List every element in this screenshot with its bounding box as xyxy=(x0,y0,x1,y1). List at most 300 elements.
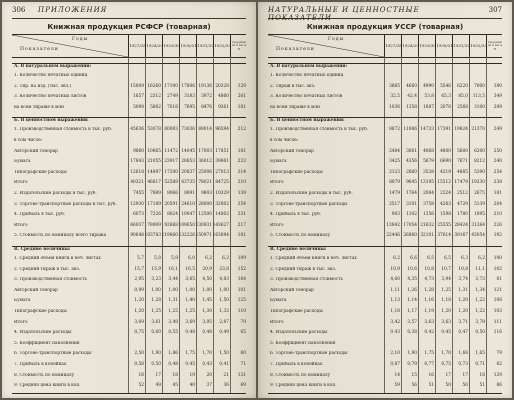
cell-value: 20328 xyxy=(215,83,229,89)
cell-value: 0,60 xyxy=(151,330,161,336)
cell-value: 1036 xyxy=(389,104,400,110)
cell-value: 32802 xyxy=(215,201,229,207)
cell-value: 3,63 xyxy=(424,319,434,325)
indicators-label: Показатели xyxy=(20,47,59,52)
row-label: Бумага xyxy=(270,298,287,304)
cell-value: 6,5 xyxy=(444,256,451,261)
page-number: 306 xyxy=(12,6,26,14)
cell-value: 9261 xyxy=(218,104,229,110)
table-row xyxy=(12,288,246,294)
cell-value: 3,74 xyxy=(458,277,468,283)
table-title: Книжная продукция РСФСР (товарная) xyxy=(47,22,211,31)
row-label: Итого xyxy=(14,319,28,325)
column-header: 1931/32 xyxy=(196,35,214,57)
cell-value: 163894 xyxy=(212,233,229,239)
cell-value: 150971 xyxy=(195,233,212,239)
table-row xyxy=(12,127,246,133)
cell-value: 3,48 xyxy=(168,319,178,325)
cell-value: 63735 xyxy=(181,180,195,186)
cell-value: 25006 xyxy=(198,169,212,175)
cell-value: 109 xyxy=(237,256,246,261)
row-label: 2. Средний тираж в тыс. экз. xyxy=(14,266,81,272)
cell-value: 65,3 xyxy=(441,94,451,100)
cell-value: 1479 xyxy=(389,191,400,196)
cell-value: 6,2 xyxy=(393,256,400,261)
cell-value: 18 xyxy=(172,372,178,378)
column-header: 1931/32 xyxy=(452,35,470,57)
cell-value: 15,9 xyxy=(151,266,161,272)
cell-value: 7455 xyxy=(133,191,144,196)
row-label: Бумага xyxy=(270,159,287,165)
cell-value: 102 xyxy=(493,266,502,272)
table-row xyxy=(268,138,502,144)
cell-value: 116 xyxy=(493,330,502,336)
cell-value: 7000 xyxy=(474,83,485,89)
cell-value: 1,40 xyxy=(185,298,195,304)
cell-value: 16260 xyxy=(147,83,161,89)
cell-value: 0,55 xyxy=(168,330,178,336)
cell-value: 11,1 xyxy=(475,266,485,272)
row-label: Б. В ценностном выражении: xyxy=(270,118,345,124)
cell-value: 19230 xyxy=(471,180,485,186)
cell-value: 65 xyxy=(240,330,246,336)
column-header: Сред-няя за 5 лет в % xyxy=(486,35,503,57)
cell-value: 1,50 xyxy=(219,298,229,304)
table-row xyxy=(12,309,246,315)
cell-value: 9860 xyxy=(133,148,144,154)
cell-value: 20,9 xyxy=(202,266,212,272)
cell-value: 1,17 xyxy=(407,309,417,314)
cell-value: 1356 xyxy=(423,212,434,218)
cell-value: 5098 xyxy=(133,104,144,110)
row-label: на всем тираже в млн xyxy=(14,104,65,110)
cell-value: 1,26 xyxy=(407,287,417,293)
cell-value: 4,73 xyxy=(424,277,434,283)
cell-value: 3,65 xyxy=(185,277,195,283)
section-heading xyxy=(268,64,502,70)
row-label: 2. Издательские расходы в тыс. руб. xyxy=(270,191,353,196)
cell-value: 6,2 xyxy=(478,256,485,261)
cell-value: 79 xyxy=(496,351,502,357)
row-label: 7. Прибыль в копейках xyxy=(270,362,323,367)
cell-value: 10,8 xyxy=(458,266,468,272)
page-number: 307 xyxy=(488,6,502,14)
cell-value: 4729 xyxy=(457,201,468,207)
cell-value: 5139 xyxy=(474,201,485,207)
cell-value: 130931 xyxy=(195,222,212,228)
cell-value: 1,14 xyxy=(407,298,417,304)
row-label: Итого xyxy=(14,180,28,186)
row-label: 3. Количество печатных листов xyxy=(270,94,343,100)
cell-value: 1358 xyxy=(406,104,417,110)
cell-value: 181 xyxy=(493,191,502,196)
row-label: 5. Стоимость по номиналу xyxy=(270,233,331,239)
cell-value: 73036 xyxy=(181,127,195,133)
cell-value: 37614 xyxy=(437,233,451,239)
cell-value: 0,38 xyxy=(407,330,417,336)
cell-value: 3538 xyxy=(423,169,434,175)
row-label: Авторский гонорар xyxy=(270,148,314,154)
header-diagonal-rule xyxy=(268,35,384,57)
cell-value: 131 xyxy=(237,372,246,378)
cell-value: 0,45 xyxy=(185,362,195,367)
cell-value: 14897 xyxy=(147,169,161,175)
cell-value: 3,57 xyxy=(407,319,417,325)
table-row xyxy=(268,149,502,155)
cell-value: 17 xyxy=(445,372,451,378)
cell-value: 5,8 xyxy=(154,256,161,261)
cell-value: 45636 xyxy=(130,127,144,133)
cell-value: 28853 xyxy=(181,159,195,165)
table-row xyxy=(268,298,502,304)
cell-value: 25555 xyxy=(437,222,451,228)
row-label: Б. В ценностном выражении: xyxy=(14,118,89,124)
row-label: В. Средние величины: xyxy=(270,247,327,252)
cell-value: 12618 xyxy=(130,169,144,175)
cell-value: 1,18 xyxy=(390,309,400,314)
row-label: Типографские расходы xyxy=(14,169,67,175)
cell-value: 16,5 xyxy=(185,266,195,272)
running-title: ПРИЛОЖЕНИЯ xyxy=(38,6,108,14)
cell-value: 1,31 xyxy=(458,287,468,293)
cell-value: 3061 xyxy=(406,148,417,154)
cell-value: 50 xyxy=(462,383,468,389)
cell-value: 1,65 xyxy=(475,351,485,357)
cell-value: 4263 xyxy=(440,201,451,207)
cell-value: 21055 xyxy=(147,159,161,165)
cell-value: 15809 xyxy=(130,83,144,89)
cell-value: 129 xyxy=(237,83,246,89)
cell-value: 192 xyxy=(493,233,502,239)
cell-value: 101 xyxy=(237,287,246,293)
cell-value: 6,3 xyxy=(461,256,468,261)
table-row xyxy=(12,159,246,165)
row-label: 4. Прибыль в тыс. руб. xyxy=(14,212,66,218)
column-header: 1929/30 xyxy=(162,35,180,57)
table-row xyxy=(268,362,502,368)
table-row xyxy=(268,267,502,273)
column-header: 1930/31 xyxy=(179,35,197,57)
row-label: 1. Средний объем книги в печ. листах xyxy=(270,256,357,261)
cell-value: 1,28 xyxy=(424,287,434,293)
cell-value: 1,90 xyxy=(151,351,161,357)
table-row xyxy=(268,170,502,176)
cell-value: 1,11 xyxy=(390,287,400,293)
cell-value: 71 xyxy=(240,362,246,367)
table-row xyxy=(12,223,246,229)
cell-value: 109650 xyxy=(178,222,195,228)
right-page xyxy=(258,2,512,398)
row-label: 1. Производственная стоимость в тыс. руб. xyxy=(270,127,369,133)
row-label: 1. Количество печатных единиц xyxy=(270,73,344,78)
row-label: Итого xyxy=(270,222,284,228)
row-label: Бумага xyxy=(14,298,31,304)
cell-value: 210 xyxy=(493,212,502,218)
row-label: 9. Средняя цена книги в коп. xyxy=(14,383,81,389)
cell-value: 1,00 xyxy=(151,287,161,293)
cell-value: 20837 xyxy=(181,169,195,175)
cell-value: 181 xyxy=(237,148,246,154)
row-label: 3. Торгово-транспортные расходы в тыс. руб. xyxy=(14,201,117,207)
cell-value: 23,8 xyxy=(219,266,229,272)
cell-value: 19 xyxy=(189,372,195,378)
cell-value: 81 xyxy=(496,277,502,283)
cell-value: 36012 xyxy=(198,159,212,165)
row-label: 4. Прибыль в тыс. руб. xyxy=(270,212,322,218)
cell-value: 18 xyxy=(479,372,485,378)
cell-value: 2,87 xyxy=(219,319,229,325)
cell-value: 8212 xyxy=(474,159,485,165)
cell-value: 3,73 xyxy=(475,277,485,283)
table-row xyxy=(12,73,246,79)
column-header: 1927/28 xyxy=(384,35,402,57)
cell-value: 1,00 xyxy=(168,287,178,293)
cell-value: 0,99 xyxy=(134,287,144,293)
cell-value: 1102 xyxy=(406,212,417,218)
table-row xyxy=(268,127,502,133)
cell-value: 31264 xyxy=(471,222,485,228)
cell-value: 1780 xyxy=(457,212,468,218)
cell-value: 32,5 xyxy=(390,94,400,100)
table-row xyxy=(268,180,502,186)
cell-value: 17843 xyxy=(130,159,144,165)
cell-value: 16 xyxy=(428,372,434,378)
cell-value: 1,25 xyxy=(168,309,178,314)
cell-value: 1,75 xyxy=(424,351,434,357)
cell-value: 52589 xyxy=(164,180,178,186)
cell-value: 2749 xyxy=(167,94,178,100)
cell-value: 7226 xyxy=(150,212,161,218)
cell-value: 210 xyxy=(237,180,246,186)
cell-value: 6073 xyxy=(133,212,144,218)
cell-value: 1,50 xyxy=(219,351,229,357)
cell-value: 1,00 xyxy=(202,287,212,293)
cell-value: 4,83 xyxy=(219,277,229,283)
cell-value: 15,7 xyxy=(134,266,144,272)
table-row xyxy=(268,191,502,197)
cell-value: 0,41 xyxy=(219,362,229,367)
cell-value: 16 xyxy=(138,372,144,378)
cell-value: 40 xyxy=(189,383,195,389)
cell-value: 152 xyxy=(237,266,246,272)
cell-value: 1,20 xyxy=(458,309,468,314)
cell-value: 110 xyxy=(237,309,246,314)
cell-value: 3,61 xyxy=(151,319,161,325)
cell-value: 1857 xyxy=(133,94,144,100)
table-row xyxy=(268,94,502,100)
row-label: Типографские расходы xyxy=(14,309,67,314)
cell-value: 3,69 xyxy=(134,319,144,325)
cell-value: 254 xyxy=(237,201,246,207)
table-row xyxy=(268,288,502,294)
cell-value: 0,75 xyxy=(134,330,144,336)
cell-value: 100 xyxy=(493,256,502,261)
cell-value: 39167 xyxy=(454,233,468,239)
table-row xyxy=(12,298,246,304)
running-head xyxy=(12,6,246,19)
statistics-table xyxy=(12,34,246,394)
cell-value: 3,71 xyxy=(458,319,468,325)
cell-value: 5679 xyxy=(423,159,434,165)
cell-value: 4,60 xyxy=(390,277,400,283)
table-row xyxy=(12,277,246,283)
row-label: 2. Издательские расходы в тыс. руб. xyxy=(14,191,97,196)
table-title: Книжная продукция УССР (товарная) xyxy=(306,22,464,31)
cell-value: 8079 xyxy=(389,180,400,186)
table-row xyxy=(12,233,246,239)
row-label: 2. Тир. на изд. (тыс. экз.) xyxy=(14,83,72,89)
table-row xyxy=(268,277,502,283)
cell-value: 8066 xyxy=(167,191,178,196)
cell-value: 3972 xyxy=(201,94,212,100)
cell-value: 1,68 xyxy=(458,351,468,357)
cell-value: 226 xyxy=(493,222,502,228)
cell-value: 1895 xyxy=(474,212,485,218)
cell-value: 3,44 xyxy=(168,277,178,283)
cell-value: 1,20 xyxy=(458,298,468,304)
row-label: Бумага xyxy=(14,159,31,165)
section-heading xyxy=(12,64,246,70)
cell-value: 15 xyxy=(411,372,417,378)
cell-value: 181 xyxy=(237,233,246,239)
cell-value: 78021 xyxy=(198,180,212,186)
cell-value: 261 xyxy=(237,94,246,100)
cell-value: 4068 xyxy=(423,148,434,154)
row-label: 2. Средний тираж в тыс. экз. xyxy=(270,266,337,272)
table-row xyxy=(12,138,246,144)
cell-value: 51 xyxy=(428,383,434,389)
column-header: 1932/33 xyxy=(469,35,487,57)
row-label: 5. Коэффициент наполнения xyxy=(270,340,336,346)
cell-value: 17054 xyxy=(403,222,417,228)
cell-value: 3,23 xyxy=(151,277,161,283)
cell-value: 4800 xyxy=(440,148,451,154)
cell-value: 4660 xyxy=(406,83,417,89)
column-header: 1928/29 xyxy=(401,35,419,57)
cell-value: 1,25 xyxy=(185,309,195,314)
cell-value: 231 xyxy=(237,212,246,218)
cell-value: 1764 xyxy=(406,191,417,196)
cell-value: 3,95 xyxy=(202,319,212,325)
cell-value: 0,47 xyxy=(458,330,468,336)
cell-value: 0,87 xyxy=(390,362,400,367)
cell-value: 14733 xyxy=(420,127,434,133)
cell-value: 1,90 xyxy=(407,351,417,357)
cell-value: 1,86 xyxy=(168,351,178,357)
cell-value: 119860 xyxy=(161,233,178,239)
cell-value: 10,8 xyxy=(424,266,434,272)
cell-value: 12930 xyxy=(130,201,144,207)
cell-value: 2512 xyxy=(457,191,468,196)
cell-value: 4,50 xyxy=(202,277,212,283)
table-row xyxy=(12,212,246,218)
cell-value: 10047 xyxy=(181,212,195,218)
cell-value: 84725 xyxy=(215,180,229,186)
cell-value: 17189 xyxy=(147,201,161,207)
cell-value: 240 xyxy=(493,159,502,165)
cell-value: 56 xyxy=(411,383,417,389)
row-label: Итого xyxy=(14,222,28,228)
cell-value: 14045 xyxy=(181,148,195,154)
cell-value: 1,22 xyxy=(475,309,485,314)
section-heading xyxy=(12,118,246,124)
table-row xyxy=(268,212,502,218)
cell-value: 14 xyxy=(394,372,400,378)
cell-value: 180 xyxy=(493,83,502,89)
cell-value: 3183 xyxy=(184,94,195,100)
cell-value: 1,20 xyxy=(134,298,144,304)
table-row xyxy=(12,170,246,176)
cell-value: 3,78 xyxy=(475,319,485,325)
cell-value: 96594 xyxy=(215,127,229,133)
cell-value: 13195 xyxy=(420,180,434,186)
column-header: 1927/28 xyxy=(128,35,146,57)
cell-value: 28000 xyxy=(198,201,212,207)
table-row xyxy=(12,149,246,155)
table-row xyxy=(268,330,502,336)
table-row xyxy=(12,180,246,186)
cell-value: 2,95 xyxy=(134,277,144,283)
cell-value: 0,50 xyxy=(475,330,485,336)
cell-value: 19136 xyxy=(198,83,212,89)
cell-value: 9645 xyxy=(406,180,417,186)
row-label: Итого xyxy=(270,319,284,325)
table-row xyxy=(12,191,246,197)
cell-value: 9803 xyxy=(201,191,212,196)
table-row xyxy=(12,341,246,347)
cell-value: 2,50 xyxy=(134,351,144,357)
cell-value: 0,77 xyxy=(424,362,434,367)
cell-value: 17806 xyxy=(181,83,195,89)
cell-value: 6200 xyxy=(474,148,485,154)
cell-value: 181 xyxy=(237,104,246,110)
cell-value: 7671 xyxy=(457,159,468,165)
cell-value: 17003 xyxy=(198,148,212,154)
table-row xyxy=(12,320,246,326)
book-spread xyxy=(2,2,512,398)
row-label: 5. Стоимость по номиналу всего тиража xyxy=(14,233,107,239)
cell-value: 82 xyxy=(496,362,502,367)
cell-value: 903 xyxy=(391,212,400,218)
cell-value: 6,2 xyxy=(205,256,212,261)
table-row xyxy=(268,341,502,347)
cell-value: 10865 xyxy=(147,148,161,154)
header-diagonal-rule xyxy=(12,35,128,57)
table-row xyxy=(12,202,246,208)
running-head xyxy=(268,6,502,22)
cell-value: 1,16 xyxy=(424,298,434,304)
cell-value: 37 xyxy=(206,383,212,389)
cell-value: 1,20 xyxy=(441,309,451,314)
cell-value: 6,2 xyxy=(222,256,229,261)
cell-value: 238 xyxy=(493,180,502,186)
cell-value: 1,70 xyxy=(441,351,451,357)
cell-value: 36 xyxy=(223,383,229,389)
cell-value: 8891 xyxy=(184,191,195,196)
row-label: 2. Тираж в тыс. экз. xyxy=(270,83,316,89)
cell-value: 5882 xyxy=(150,104,161,110)
row-label: А. В натуральном выражении: xyxy=(270,64,348,69)
left-page xyxy=(2,2,256,398)
cell-value: 12500 xyxy=(198,212,212,218)
cell-value: 0,49 xyxy=(219,330,229,336)
cell-value: 0,48 xyxy=(185,330,195,336)
years-label: Годы xyxy=(328,37,345,42)
cell-value: 0,50 xyxy=(151,362,161,367)
cell-value: 8872 xyxy=(389,127,400,133)
cell-value: 21632 xyxy=(420,222,434,228)
cell-value: 1,25 xyxy=(151,309,161,314)
